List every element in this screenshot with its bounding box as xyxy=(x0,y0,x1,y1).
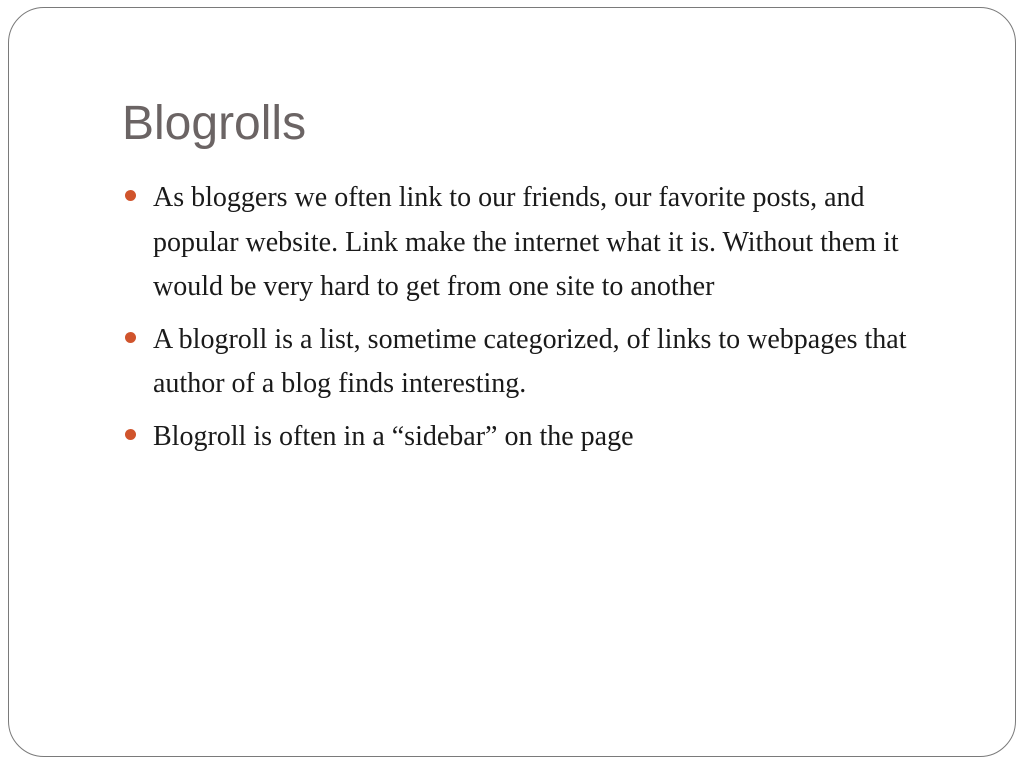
slide-frame xyxy=(8,7,1016,757)
list-item xyxy=(121,176,951,310)
list-item xyxy=(121,415,951,460)
bullet-text: Blogroll is often in a “sidebar” on the page xyxy=(153,420,634,452)
list-item xyxy=(121,318,951,407)
bullet-text: A blogroll is a list, sometime categorized, of links to webpages that author of a blog finds interesting. xyxy=(153,323,907,399)
bullet-list xyxy=(121,176,951,467)
bullet-dot-icon xyxy=(125,429,136,440)
bullet-dot-icon xyxy=(125,332,136,343)
bullet-text: As bloggers we often link to our friends, our favorite posts, and popular website. Link make the internet what it is. Without them it would be very hard to get from one site to another xyxy=(153,182,899,302)
bullet-dot-icon xyxy=(125,190,136,201)
slide-title: Blogrolls xyxy=(122,97,307,150)
